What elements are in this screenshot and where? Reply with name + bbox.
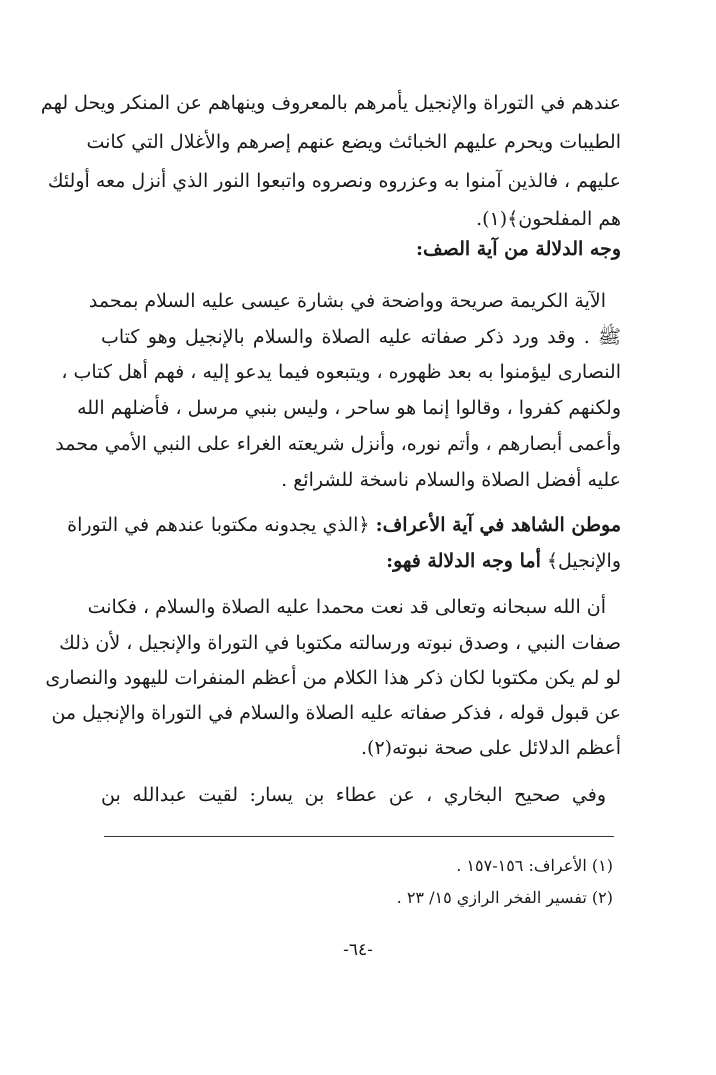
text-line: عليه أفضل الصلاة والسلام ناسخة للشرائع . [281, 469, 621, 491]
text-line: صفات النبي ، وصدق نبوته ورسالته مكتوبا في التوراة والإنجيل ، لأن ذلك [59, 632, 621, 654]
text-line: عندهم في التوراة والإنجيل يأمرهم بالمعروف وينهاهم عن المنكر ويحل لهم [40, 92, 621, 114]
text-line: النصارى ليؤمنوا به بعد ظهوره ، ويتبعوه فيما يدعو إليه ، فهم أهل كتاب ، [61, 361, 621, 383]
text-line: عليهم ، فالذين آمنوا به وعزروه ونصروه واتبعوا النور الذي أنزل معه أولئك [47, 170, 621, 192]
heading-bold-part: موطن الشاهد في آية الأعراف: [375, 514, 621, 536]
section-heading [101, 542, 621, 580]
quran-quote: والإنجيل﴾ [546, 550, 621, 572]
text-line: ﷺ . وقد ورد ذكر صفاته عليه الصلاة والسلام بالإنجيل وهو كتاب [101, 326, 621, 348]
text-line: أن الله سبحانه وتعالى قد نعت محمدا عليه الصلاة والسلام ، فكانت [87, 596, 606, 618]
quran-quote: ﴿الذي يجدونه مكتوبا عندهم في التوراة [67, 514, 370, 536]
footnote: (٢) تفسير الفخر الرازي ١٥/ ٢٣ . [396, 888, 613, 907]
section-heading: وجه الدلالة من آية الصف: [415, 238, 621, 260]
footnote-separator [104, 836, 614, 837]
text-line: أعظم الدلائل على صحة نبوته(٢). [360, 737, 621, 759]
text-line: الطيبات ويحرم عليهم الخبائث ويضع عنهم إصرهم والأغلال التي كانت [86, 131, 621, 153]
page-number: -٦٤- [343, 940, 373, 960]
footnote: (١) الأعراف: ١٥٦-١٥٧ . [456, 856, 613, 875]
text-line: وفي صحيح البخاري ، عن عطاء بن يسار: لقيت عبدالله بن [101, 784, 606, 806]
text-line: الآية الكريمة صريحة وواضحة في بشارة عيسى عليه السلام بمحمد [88, 290, 606, 312]
text-line: عن قبول قوله ، فذكر صفاته عليه الصلاة والسلام في التوراة والإنجيل من [51, 702, 621, 724]
text-line: وأعمى أبصارهم ، وأتم نوره، وأنزل شريعته الغراء على النبي الأمي محمد [55, 433, 621, 455]
text-line: هم المفلحون﴾(١). [476, 208, 621, 230]
text-line: ولكنهم كفروا ، وقالوا إنما هو ساحر ، وليس بنبي مرسل ، فأضلهم الله [77, 397, 621, 419]
heading-bold-part: أما وجه الدلالة فهو: [386, 550, 541, 572]
section-heading [67, 506, 621, 544]
text-line: لو لم يكن مكتوبا لكان ذكر هذا الكلام من أعظم المنفرات لليهود والنصارى [45, 667, 621, 689]
